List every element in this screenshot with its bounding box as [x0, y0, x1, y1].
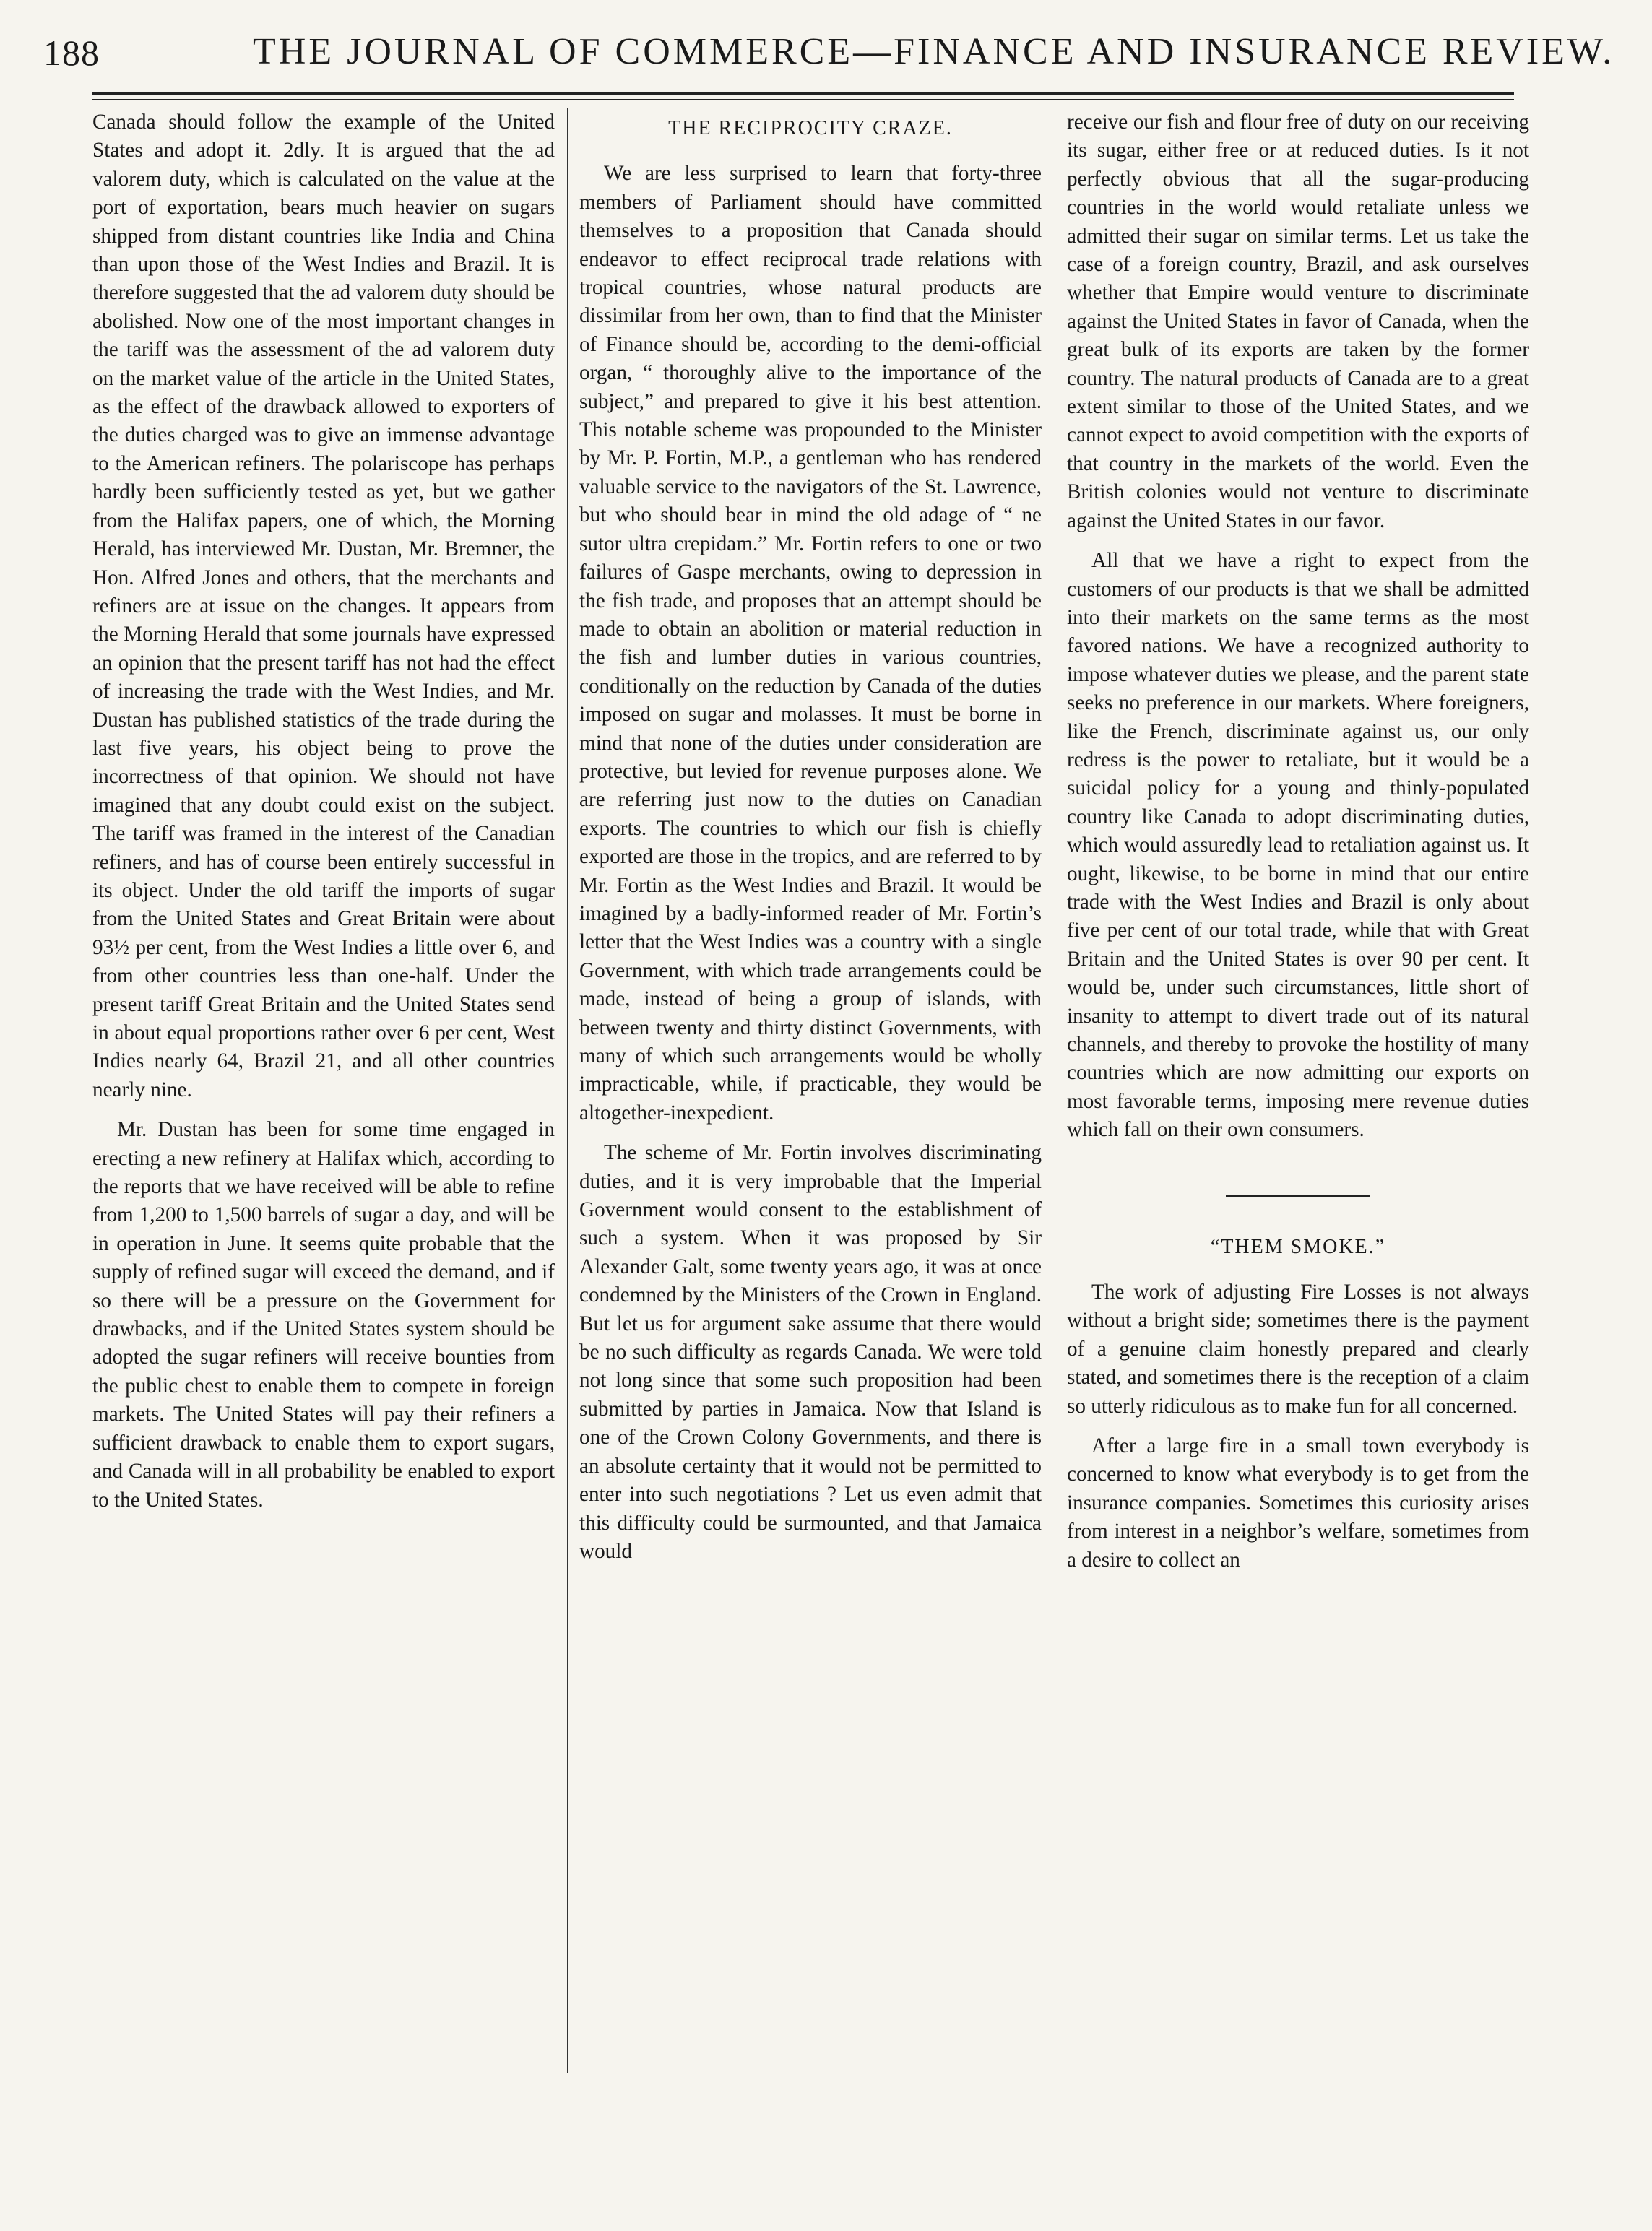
article-paragraph: We are less surprised to learn that forty-three members of Parliament should have committed themselves to a proposition that Canada should endeavor to effect reciprocal trade relations with tropical countries, whose natural products are dissimilar from her own, than to find that the Minister of Finance should be, according to the demi-official organ, “ thoroughly alive to the importance of the subject,” and prepared to give it his best attention. This notable scheme was propounded to the Minister by Mr. P. Fortin, M.P., a gentleman who has rendered valuable service to the navigators of the St. Lawrence, but who should bear in mind the old adage of “ ne sutor ultra crepidam.” Mr. Fortin refers to one or two failures of Gaspe merchants, owing to depression in the fish trade, and proposes that an attempt should be made to obtain an abolition or material reduction in the fish and lumber duties in various countries, conditionally on the reduction by Canada of the duties imposed on sugar and molasses. It must be borne in mind that none of the duties under consideration are protective, but levied for revenue purposes alone. We are referring just now to the duties on Canadian exports. The countries to which our fish is chiefly exported are those in the tropics, and are referred to by Mr. Fortin as the West Indies and Brazil. It would be imagined by a badly-informed reader of Mr. Fortin’s letter that the West Indies was a country with a single Government, with which trade arrangements could be made, instead of being a group of islands, with between twenty and thirty distinct Governments, with many of which such arrangements would be wholly impracticable, while, if practicable, they would be altogether-inexpedient. — [579, 162, 1042, 1125]
article-paragraph: The work of adjusting Fire Losses is not always without a bright side; sometimes there is the payment of a genuine claim honestly prepared and clearly stated, and sometimes there is the reception of a claim so utterly ridiculous as to make fun for all concerned. — [1067, 1281, 1529, 1418]
column-2 — [579, 108, 1042, 1577]
article-paragraph: Canada should follow the example of the United States and adopt it. 2dly. It is argued that the ad valorem duty, which is calculated on the value at the port of exportation, bears much heavier on sugars shipped from distant countries like India and China than upon those of the West Indies and Brazil. It is therefore suggested that the ad valorem duty should be abolished. Now one of the most important changes in the tariff was the assessment of the ad valorem duty on the market value of the article in the United States, as the effect of the drawback allowed to exporters of the duties charged was to give an immense advantage to the American refiners. The polariscope has perhaps hardly been sufficiently tested as yet, but we gather from the Halifax papers, one of which, the Morning Herald, has interviewed Mr. Dustan, Mr. Bremner, the Hon. Alfred Jones and others, that the merchants and refiners are at issue on the changes. It appears from the Morning Herald that some journals have expressed an opinion that the present tariff has not had the effect of increasing the trade with the West Indies, and Mr. Dustan has published statistics of the trade during the last five years, his object being to prove the incorrectness of that opinion. We should not have imagined that any doubt could exist on the subject. The tariff was framed in the interest of the Canadian refiners, and has of course been entirely successful in its object. Under the old tariff the imports of sugar from the United States and Great Britain were about 93½ per cent, from the West Indies a little over 6, and from other countries less than one-half. Under the present tariff Great Britain and the United States send in about equal proportions rather over 6 per cent, West Indies nearly 64, Brazil 21, and all other countries nearly nine. — [92, 111, 555, 1101]
article-paragraph: All that we have a right to expect from the customers of our products is that we shall be admitted into their markets on the same terms as the most favored nations. We have a recognized authority to impose whatever duties we please, and the parent state seeks no preference in our markets. Where foreigners, like the French, discriminate against us, our only redress is the power to retaliate, but it would be a suicidal policy for a young and thinly-populated country like Canada to adopt discriminating duties, which would assuredly lead to retaliation against us. It ought, likewise, to be borne in mind that our entire trade with the West Indies and Brazil is only about five per cent of our total trade, while that with Great Britain and the United States is over 90 per cent. It would be, under such circumstances, little short of insanity to attempt to divert trade out of its natural channels, and thereby to provoke the hostility of many countries which are now admitting our exports on most favorable terms, imposing mere revenue duties which fall on their own consumers. — [1067, 549, 1529, 1142]
page-number: 188 — [43, 33, 100, 73]
page-header — [43, 27, 1615, 85]
column-3 — [1067, 108, 1529, 1586]
article-paragraph: After a large fire in a small town everybody is concerned to know what everybody is to get from the insurance companies. Sometimes this curiosity arises from interest in a neighbor’s welfare, sometimes from a desire to collect an — [1067, 1434, 1529, 1572]
running-title: THE JOURNAL OF COMMERCE—FINANCE AND INSURANCE REVIEW. — [253, 31, 1615, 72]
article-paragraph: receive our fish and flour free of duty on our receiving its sugar, either free or at reduced duties. Is it not perfectly obvious that all the sugar-producing countries in the world would retaliate unless we admitted their sugar on similar terms. Let us take the case of a foreign country, Brazil, and ask ourselves whether that Empire would venture to discriminate against the United States in favor of Canada, when the great bulk of its exports are taken by the former country. The natural products of Canada are to a great extent similar to those of the United States, and we cannot expect to avoid competition with the exports of that country in the markets of the world. Even the British colonies would not venture to discriminate against the United States in our favor. — [1067, 111, 1529, 532]
column-1 — [92, 108, 555, 1526]
article-heading: “THEM SMOKE.” — [1210, 1235, 1386, 1258]
column-divider — [567, 108, 568, 2073]
article-paragraph: The scheme of Mr. Fortin involves discriminating duties, and it is very improbable that the Imperial Government would consent to the establishment of such a system. When it was proposed by Sir Alexander Galt, some twenty years ago, it was at once condemned by the Ministers of the Crown in England. But let us for argument sake assume that there would be no such difficulty as regards Canada. We were told not long since that some such proposition had been submitted by parties in Jamaica. Now that Island is one of the Crown Colony Governments, and there is an absolute certainty that it would not be permitted to enter into such negotiations ? Let us even admit that this difficulty could be surmounted, and that Jamaica would — [579, 1141, 1042, 1563]
article-heading: THE RECIPROCITY CRAZE. — [668, 117, 953, 139]
header-rule — [92, 92, 1514, 100]
section-divider — [1226, 1195, 1370, 1197]
article-paragraph: Mr. Dustan has been for some time engaged in erecting a new refinery at Halifax which, according to the reports that we have received will be able to refine from 1,200 to 1,500 barrels of sugar a day, and will be in operation in June. It seems quite probable that the supply of refined sugar will exceed the demand, and if so there will be a pressure on the Government for drawbacks, and if the United States system should be adopted the sugar refiners will receive bounties from the public chest to enable them to compete in foreign markets. The United States will pay their refiners a sufficient drawback to enable them to export sugars, and Canada will in all probability be enabled to export to the United States. — [92, 1118, 555, 1512]
